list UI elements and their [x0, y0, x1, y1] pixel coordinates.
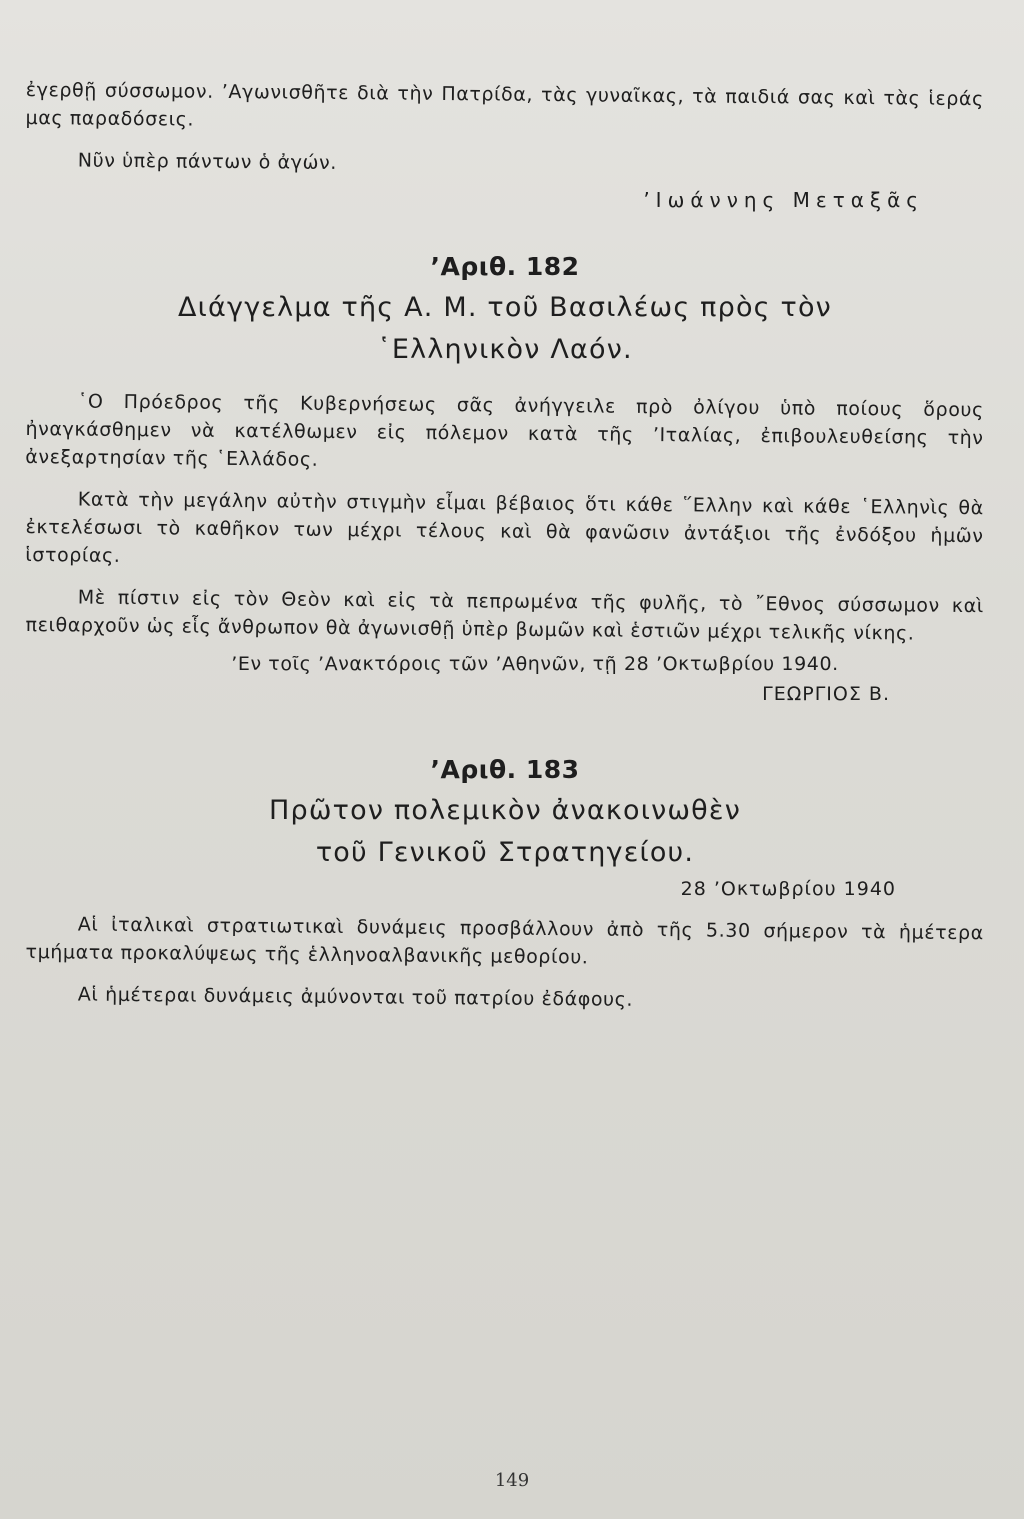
section-183-date: 28 ’Οκτωβρίου 1940	[680, 878, 896, 900]
section-183-number: ’Αριθ. 183	[430, 755, 580, 784]
section-183-title-line-2: τοῦ Γενικοῦ Στρατηγείου.	[315, 837, 695, 868]
section-183-paragraph-1: Αἱ ἰταλικαὶ στρατιωτικαὶ δυνάμεις προσβάλλουν ἀπὸ τῆς 5.30 σήμερον τὰ ἡμέτερα τμήματα προκαλύψεως τῆς ἑλληνοαλβανικῆς μεθορίου.	[25, 913, 984, 969]
section-182-title-line-1: Διάγγελμα τῆς Α. Μ. τοῦ Βασιλέως πρὸς τὸν	[178, 292, 832, 323]
metaxas-signature: ’Ιωάννης Μεταξᾶς	[643, 188, 924, 212]
continuation-paragraph: ἐγερθῇ σύσσωμον. ’Αγωνισθῆτε διὰ τὴν Πατρίδα, τὰς γυναῖκας, τὰ παιδιά σας καὶ τὰς ἱεράς μας παραδόσεις.	[25, 78, 984, 131]
section-182-paragraph-3: Μὲ πίστιν εἰς τὸν Θεὸν καὶ εἰς τὰ πεπρωμένα τῆς φυλῆς, τὸ ῎Εθνος σύσσωμον καὶ πειθαρχοῦν ὡς εἷς ἄνθρωπον θὰ ἀγωνισθῇ ὑπὲρ βωμῶν καὶ ἑστιῶν μέχρι τελικῆς νίκης.	[25, 586, 984, 645]
section-183-paragraph-2: Αἱ ἡμέτεραι δυνάμεις ἀμύνονται τοῦ πατρίου ἐδάφους.	[77, 983, 634, 1011]
section-182-title	[26, 287, 984, 371]
section-182-paragraph-1: ῾Ο Πρόεδρος τῆς Κυβερνήσεως σᾶς ἀνήγγειλε πρὸ ὀλίγου ὑπὸ ποίους ὅρους ἠναγκάσθημεν νὰ κατέλθωμεν εἰς πόλεμον κατὰ τῆς ’Ιταλίας, ἐπιβουλευθείσης τὴν ἀνεξαρτησίαν τῆς ῾Ελλάδος.	[25, 390, 984, 471]
page-number: 149	[494, 1470, 530, 1491]
section-183-title	[26, 790, 984, 874]
section-182-paragraph-2: Κατὰ τὴν μεγάλην αὐτὴν στιγμὴν εἶμαι βέβαιος ὅτι κάθε ῞Ελλην καὶ κάθε ῾Ελληνὶς θὰ ἐκτελέσωσι τὸ καθῆκον των μέχρι τέλους καὶ θὰ φανῶσιν ἀντάξιοι τῆς ἐνδόξου ἡμῶν ἱστορίας.	[25, 488, 984, 567]
closing-line: Νῦν ὑπὲρ πάντων ὁ ἀγών.	[77, 149, 338, 174]
section-182-title-line-2: ῾Ελληνικὸν Λαόν.	[377, 334, 633, 365]
section-182-signature: ΓΕΩΡΓΙΟΣ Β.	[762, 683, 890, 705]
section-182-number: ’Αριθ. 182	[430, 252, 580, 281]
section-183-title-line-1: Πρῶτον πολεμικὸν ἀνακοινωθὲν	[269, 795, 741, 826]
section-182-place-date: ’Εν τοῖς ’Ανακτόροις τῶν ’Αθηνῶν, τῇ 28 ’Οκτωβρίου 1940.	[231, 653, 839, 675]
